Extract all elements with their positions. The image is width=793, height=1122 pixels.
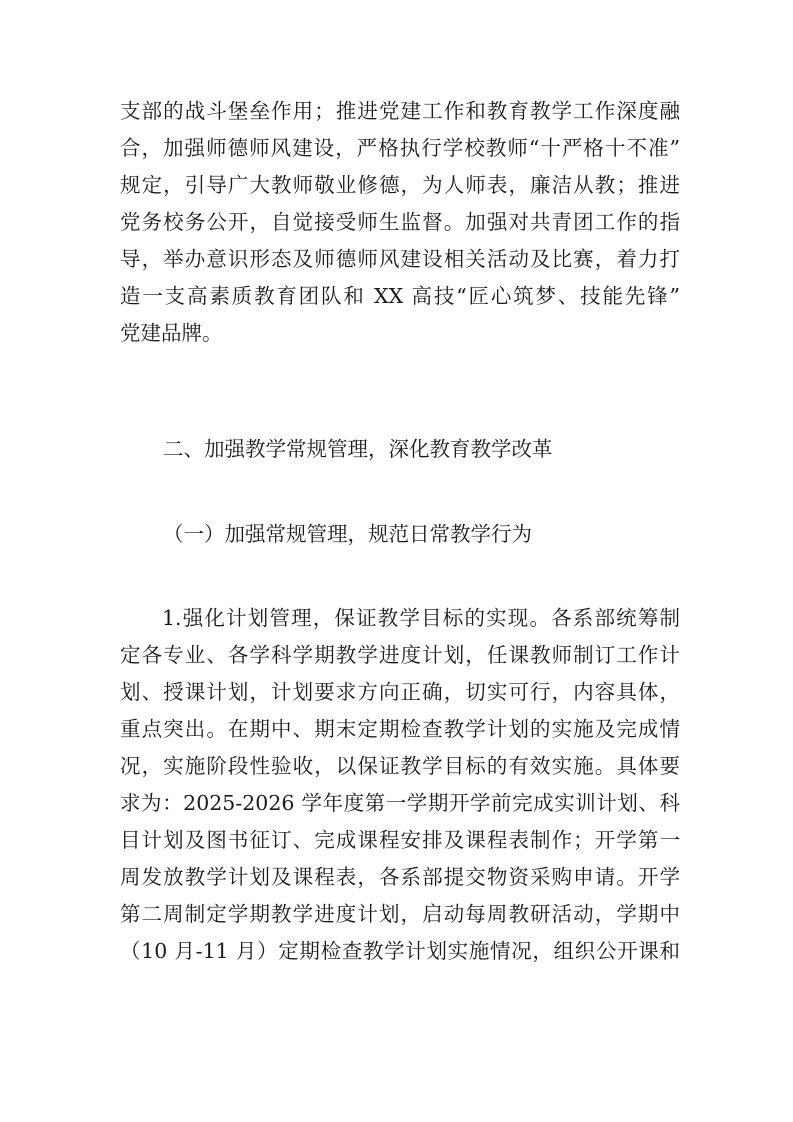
paragraph-plan-management [120,600,680,970]
paragraph-line: 周发放教学计划及课程表，各系部提交物资采购申请。开学 [120,865,680,889]
paragraph-line: 党建品牌。 [120,321,223,345]
paragraph-party-building [120,93,680,352]
paragraph-line: 定各专业、各学科学期教学进度计划，任课教师制订工作计 [120,643,680,667]
paragraph-line: 1.强化计划管理，保证教学目标的实现。各系部统筹制 [162,606,680,630]
paragraph-line: （10 月-11 月）定期检查教学计划实施情况，组织公开课和 [120,939,680,963]
paragraph-line: 第二周制定学期教学进度计划，启动每周教研活动，学期中 [120,902,680,926]
paragraph-line: 党务校务公开，自觉接受师生监督。加强对共青团工作的指 [120,210,680,234]
paragraph-line: 规定，引导广大教师敬业修德，为人师表，廉洁从教；推进 [120,173,680,197]
paragraph-line: 目计划及图书征订、完成课程安排及课程表制作；开学第一 [120,828,680,852]
section-heading: 二、加强教学常规管理，深化教育教学改革 [163,437,553,461]
paragraph-line: 支部的战斗堡垒作用；推进党建工作和教育教学工作深度融 [120,99,680,123]
paragraph-line: 导，举办意识形态及师德师风建设相关活动及比赛，着力打 [120,247,680,271]
paragraph-line: 况，实施阶段性验收，以保证教学目标的有效实施。具体要 [120,754,680,778]
subsection-heading: （一）加强常规管理，规范日常教学行为 [163,522,532,546]
paragraph-line: 造一支高素质教育团队和 XX 高技“匠心筑梦、技能先锋” [120,284,680,308]
paragraph-line: 划、授课计划，计划要求方向正确，切实可行，内容具体， [120,680,680,704]
paragraph-line: 求为：2025-2026 学年度第一学期开学前完成实训计划、科 [120,791,680,815]
paragraph-line: 重点突出。在期中、期末定期检查教学计划的实施及完成情 [120,717,680,741]
paragraph-line: 合，加强师德师风建设，严格执行学校教师“十严格十不准” [120,136,680,160]
